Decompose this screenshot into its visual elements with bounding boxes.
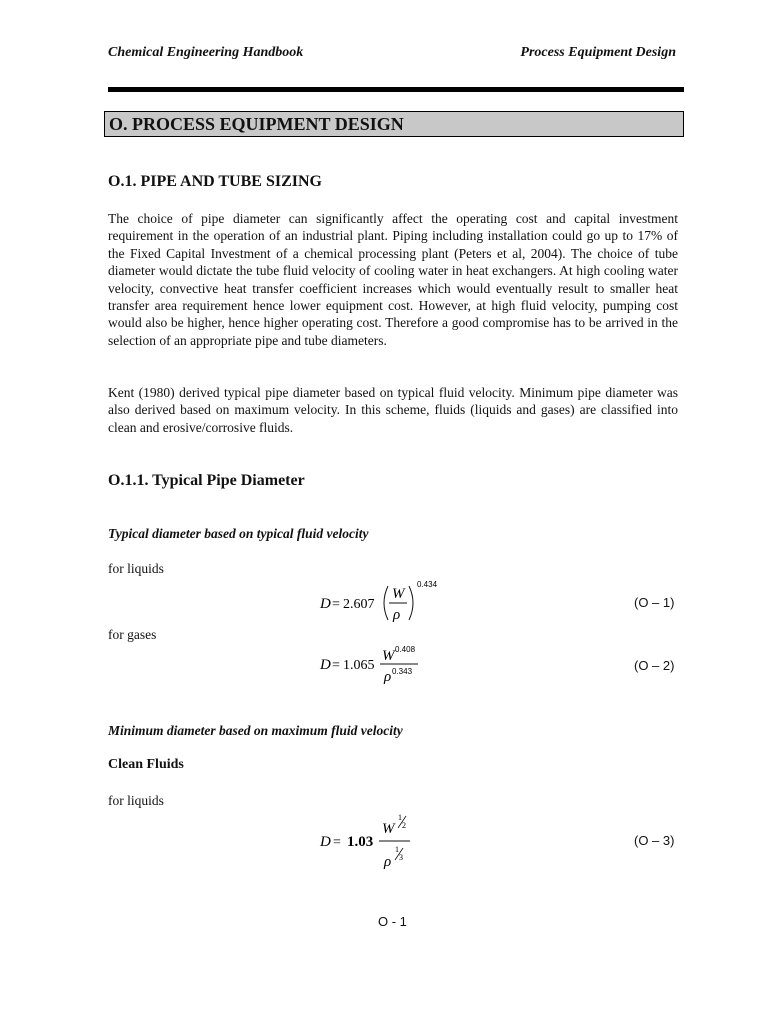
eq3-denominator: ρ <box>384 854 392 870</box>
eq1-numerator: W <box>392 586 405 602</box>
page-number: O - 1 <box>378 914 407 929</box>
eq3-denominator-exp-n: 1 <box>395 845 399 854</box>
header-book-title: Chemical Engineering Handbook <box>108 45 304 60</box>
eq1-right-paren <box>409 586 413 620</box>
eq1-exponent: 0.434 <box>417 580 438 589</box>
eq1-denominator: ρ <box>393 607 401 623</box>
eq2-coefficient: 1.065 <box>343 658 375 673</box>
eq3-numerator: W <box>382 821 395 837</box>
header-rule <box>108 87 684 92</box>
equation-o1 <box>318 576 448 626</box>
eq3-denominator-exp-d: 3 <box>399 853 403 862</box>
eq3-lhs: D <box>320 834 331 850</box>
header-chapter-title: Process Equipment Design <box>520 45 676 60</box>
chapter-title: O. PROCESS EQUIPMENT DESIGN <box>104 111 684 137</box>
eq1-lhs: D <box>320 596 331 612</box>
eq2-equals: = <box>332 658 340 673</box>
equation-number-o3: (O – 3) <box>634 833 675 848</box>
eq2-denominator-exponent: 0.343 <box>392 667 413 676</box>
section-heading-typical-pipe-diameter: O.1.1. Typical Pipe Diameter <box>108 472 305 489</box>
label-for-gases: for gases <box>108 627 157 642</box>
equation-o2 <box>318 641 438 691</box>
heading-clean-fluids: Clean Fluids <box>108 757 184 772</box>
running-header <box>108 45 676 65</box>
paragraph-intro: The choice of pipe diameter can significantly affect the operating cost and capital investment requirement in the operation of an industrial plant. Piping including installation could go up to 17% of the Fixed Capital Investment of a chemical processing plant (Peters et al, 2004). The choice of tube diameter would dictate the tube fluid velocity of cooling water in heat exchangers. At high cooling water velocity, convective heat transfer coefficient increases which would eventually result to smaller heat transfer area requirement hence lower equipment cost. However, at high fluid velocity, pumping cost would also be higher, hence higher operating cost. Therefore a good compromise has to be arrived in the selection of an appropriate pipe and tube diameters. <box>108 211 678 348</box>
equation-number-o1: (O – 1) <box>634 595 675 610</box>
section-heading-pipe-tube-sizing: O.1. PIPE AND TUBE SIZING <box>108 173 322 190</box>
eq1-coefficient: 2.607 <box>343 597 375 612</box>
eq1-left-paren <box>384 586 388 620</box>
paragraph-kent: Kent (1980) derived typical pipe diameter based on typical fluid velocity. Minimum pipe diameter was also derived based on maximum velocity. In this scheme, fluids (liquids and gases) are classified into clean and erosive/corrosive fluids. <box>108 385 678 435</box>
subheading-typical-diameter: Typical diameter based on typical fluid velocity <box>108 526 369 541</box>
subheading-minimum-diameter: Minimum diameter based on maximum fluid velocity <box>108 723 403 738</box>
equation-o3 <box>318 808 438 874</box>
label-for-liquids: for liquids <box>108 561 164 576</box>
eq2-numerator-exponent: 0.408 <box>395 645 416 654</box>
eq2-lhs: D <box>320 657 331 673</box>
eq3-equals: = <box>333 835 341 850</box>
equation-number-o2: (O – 2) <box>634 658 675 673</box>
eq2-denominator: ρ <box>384 669 392 685</box>
eq3-coefficient: 1.03 <box>347 834 374 850</box>
eq2-numerator: W <box>382 648 395 664</box>
eq1-equals: = <box>332 597 340 612</box>
eq3-numerator-exp-n: 1 <box>398 813 402 822</box>
label-for-liquids-clean: for liquids <box>108 793 164 808</box>
eq3-numerator-exp-d: 2 <box>402 821 406 830</box>
